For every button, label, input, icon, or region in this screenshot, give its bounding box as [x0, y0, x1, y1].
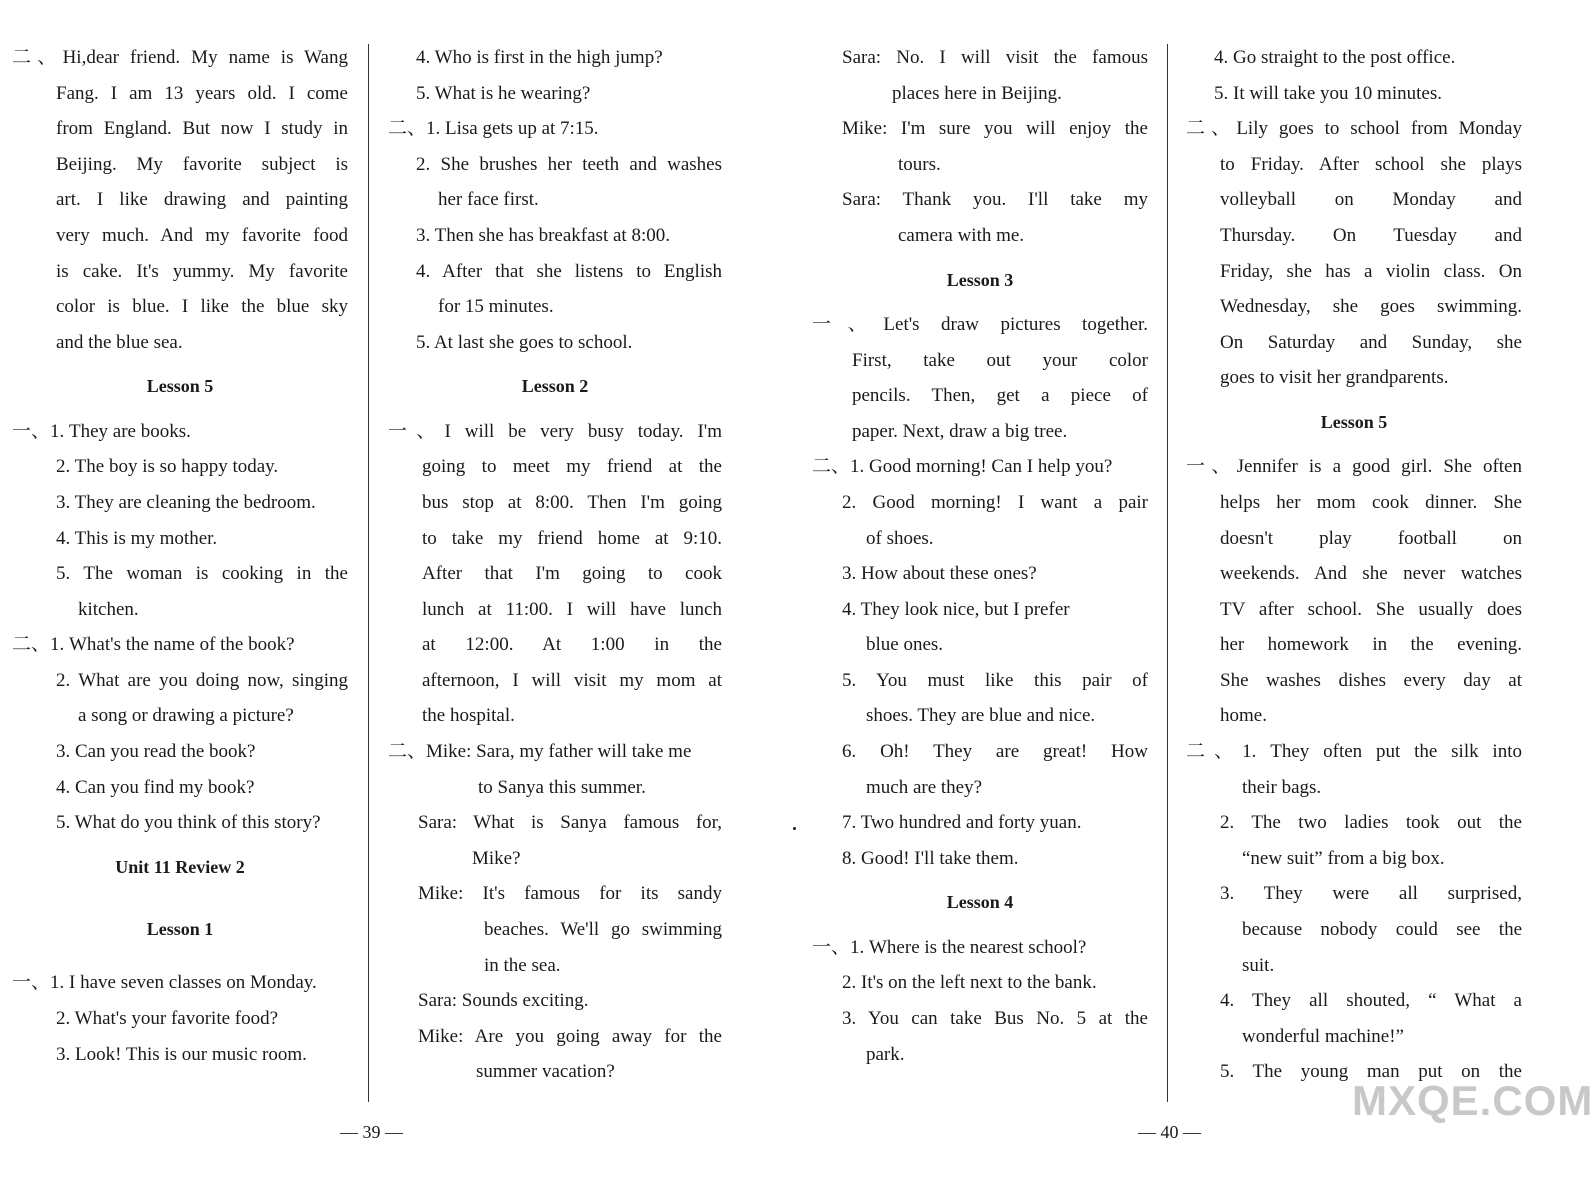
- text-line: Thursday. On Tuesday and: [1220, 224, 1522, 246]
- lesson-heading: Unit 11 Review 2: [115, 856, 245, 877]
- text-line: 二、1. What's the name of the book?: [12, 634, 295, 656]
- text-line: 3. How about these ones?: [842, 563, 1037, 585]
- text-line: 一、Let's draw pictures together.: [812, 313, 1148, 335]
- text-line: pencils. Then, get a piece of: [852, 385, 1148, 407]
- text-line: Mike?: [472, 847, 521, 869]
- page-number-40: — 40 —: [1138, 1122, 1201, 1142]
- text-line: 一、I will be very busy today. I'm: [388, 420, 722, 442]
- text-line: On Saturday and Sunday, she: [1220, 331, 1522, 353]
- text-line: helps her mom cook dinner. She: [1220, 491, 1522, 513]
- text-line: in the sea.: [484, 954, 561, 976]
- text-line: 3. Then she has breakfast at 8:00.: [416, 224, 670, 246]
- text-line: from England. But now I study in: [56, 118, 348, 140]
- text-line: 4. They all shouted, “ What a: [1220, 990, 1522, 1012]
- text-line: 4. This is my mother.: [56, 527, 218, 549]
- text-line: for 15 minutes.: [438, 296, 554, 318]
- page-39-right-column: [388, 40, 722, 1090]
- lesson-heading: Lesson 5: [146, 376, 214, 397]
- column-divider: [1167, 44, 1168, 1102]
- text-line: 二、Hi,dear friend. My name is Wang: [12, 47, 348, 68]
- page-40-left-column: [812, 40, 1148, 1072]
- text-line: wonderful machine!”: [1242, 1025, 1404, 1047]
- text-line: Sara: Sounds exciting.: [418, 990, 589, 1012]
- text-line: summer vacation?: [476, 1061, 615, 1083]
- text-line: 4. Go straight to the post office.: [1214, 47, 1456, 68]
- text-line: 4. Can you find my book?: [56, 776, 255, 798]
- text-line: 2. Good morning! I want a pair: [842, 491, 1148, 513]
- page-number-39: — 39 —: [340, 1122, 403, 1142]
- text-line: goes to visit her grandparents.: [1220, 367, 1449, 389]
- text-line: a song or drawing a picture?: [78, 705, 294, 727]
- text-line: Friday, she has a violin class. On: [1220, 260, 1522, 282]
- text-line: shoes. They are blue and nice.: [866, 705, 1096, 727]
- text-line: beaches. We'll go swimming: [484, 919, 722, 941]
- text-line: volleyball on Monday and: [1220, 189, 1522, 211]
- text-line: tours.: [898, 153, 941, 175]
- text-line: First, take out your color: [852, 349, 1148, 371]
- text-line: is cake. It's yummy. My favorite: [56, 260, 348, 282]
- text-line: to Friday. After school she plays: [1220, 153, 1522, 175]
- text-line: to Sanya this summer.: [478, 776, 646, 798]
- text-line: 一、1. They are books.: [12, 420, 191, 442]
- text-line: Mike: It's famous for its sandy: [418, 883, 722, 905]
- text-line: 5. What do you think of this story?: [56, 812, 321, 834]
- text-line: home.: [1220, 705, 1267, 727]
- text-line: 二、Mike: Sara, my father will take me: [388, 741, 692, 763]
- text-line: blue ones.: [866, 634, 944, 656]
- text-line: 3. They are cleaning the bedroom.: [56, 491, 316, 513]
- stray-mark: [793, 827, 796, 830]
- text-line: park.: [866, 1043, 905, 1065]
- text-line: 5. It will take you 10 minutes.: [1214, 82, 1442, 104]
- text-line: 二、1. They often put the silk into: [1186, 741, 1522, 763]
- text-line: Sara: What is Sanya famous for,: [418, 812, 722, 834]
- text-line: Fang. I am 13 years old. I come: [56, 82, 348, 104]
- text-line: 二、1. Lisa gets up at 7:15.: [388, 118, 599, 140]
- lesson-heading: Lesson 1: [146, 919, 214, 940]
- text-line: 二、1. Good morning! Can I help you?: [812, 456, 1113, 478]
- text-line: 5. The young man put on the: [1220, 1061, 1522, 1083]
- text-line: 2. What's your favorite food?: [56, 1008, 279, 1030]
- text-line: 5. At last she goes to school.: [416, 331, 633, 353]
- text-line: art. I like drawing and painting: [56, 189, 348, 211]
- text-line: Beijing. My favorite subject is: [56, 153, 348, 175]
- text-line: Mike: I'm sure you will enjoy the: [842, 118, 1148, 140]
- text-line: very much. And my favorite food: [56, 224, 348, 246]
- text-line: 2. She brushes her teeth and washes: [416, 153, 722, 175]
- text-line: suit.: [1242, 954, 1275, 976]
- watermark-logo: MXQE.COM: [1352, 1077, 1593, 1124]
- text-line: paper. Next, draw a big tree.: [852, 420, 1068, 442]
- text-line: “new suit” from a big box.: [1242, 847, 1445, 869]
- text-line: 一、1. Where is the nearest school?: [812, 936, 1087, 958]
- text-line: 5. The woman is cooking in the: [56, 563, 348, 585]
- text-line: 4. After that she listens to English: [416, 260, 722, 282]
- text-line: Sara: Thank you. I'll take my: [842, 189, 1148, 211]
- text-line: 5. What is he wearing?: [416, 82, 591, 104]
- text-line: TV after school. She usually does: [1220, 598, 1522, 620]
- text-line: color is blue. I like the blue sky: [56, 296, 348, 318]
- lesson-heading: Lesson 3: [946, 269, 1014, 290]
- text-line: 3. You can take Bus No. 5 at the: [842, 1008, 1148, 1030]
- text-line: Sara: No. I will visit the famous: [842, 47, 1148, 68]
- text-line: She washes dishes every day at: [1220, 669, 1522, 691]
- text-line: 3. Can you read the book?: [56, 741, 256, 763]
- text-line: 6. Oh! They are great! How: [842, 741, 1148, 763]
- text-line: going to meet my friend at the: [422, 456, 722, 478]
- text-line: to take my friend home at 9:10.: [422, 527, 722, 549]
- text-line: 7. Two hundred and forty yuan.: [842, 812, 1082, 834]
- text-line: doesn't play football on: [1220, 527, 1522, 549]
- text-line: 2. It's on the left next to the bank.: [842, 972, 1097, 994]
- text-line: camera with me.: [898, 224, 1025, 246]
- text-line: her face first.: [438, 189, 539, 211]
- lesson-heading: Lesson 4: [946, 892, 1014, 913]
- text-line: 4. They look nice, but I prefer: [842, 598, 1070, 620]
- text-line: and the blue sea.: [56, 331, 183, 353]
- text-line: lunch at 11:00. I will have lunch: [422, 598, 722, 620]
- text-line: 3. Look! This is our music room.: [56, 1043, 307, 1065]
- text-line: 2. The boy is so happy today.: [56, 456, 279, 478]
- text-line: of shoes.: [866, 527, 934, 549]
- lesson-heading: Lesson 5: [1320, 411, 1388, 432]
- text-line: their bags.: [1242, 776, 1322, 798]
- text-line: much are they?: [866, 776, 983, 798]
- text-line: After that I'm going to cook: [422, 563, 722, 585]
- text-line: weekends. And she never watches: [1220, 563, 1522, 585]
- text-line: 2. What are you doing now, singing: [56, 669, 348, 691]
- page-39-left-column: [12, 40, 348, 1072]
- text-line: 二、Lily goes to school from Monday: [1186, 118, 1522, 140]
- text-line: places here in Beijing.: [892, 82, 1062, 104]
- text-line: 一、Jennifer is a good girl. She often: [1186, 456, 1522, 478]
- text-line: Mike: Are you going away for the: [418, 1025, 722, 1047]
- text-line: 2. The two ladies took out the: [1220, 812, 1522, 834]
- page-40-right-column: [1186, 40, 1522, 1090]
- text-line: bus stop at 8:00. Then I'm going: [422, 491, 722, 513]
- text-line: her homework in the evening.: [1220, 634, 1522, 656]
- text-line: 5. You must like this pair of: [842, 669, 1148, 691]
- text-line: at 12:00. At 1:00 in the: [422, 634, 722, 656]
- text-line: kitchen.: [78, 598, 139, 620]
- text-line: Wednesday, she goes swimming.: [1220, 296, 1522, 318]
- text-line: 3. They were all surprised,: [1220, 883, 1522, 905]
- text-line: 4. Who is first in the high jump?: [416, 47, 663, 68]
- text-line: the hospital.: [422, 705, 515, 727]
- text-line: 8. Good! I'll take them.: [842, 847, 1019, 869]
- column-divider: [368, 44, 369, 1102]
- lesson-heading: Lesson 2: [521, 376, 589, 397]
- text-line: because nobody could see the: [1242, 919, 1522, 941]
- text-line: 一、1. I have seven classes on Monday.: [12, 972, 317, 994]
- text-line: afternoon, I will visit my mom at: [422, 669, 722, 691]
